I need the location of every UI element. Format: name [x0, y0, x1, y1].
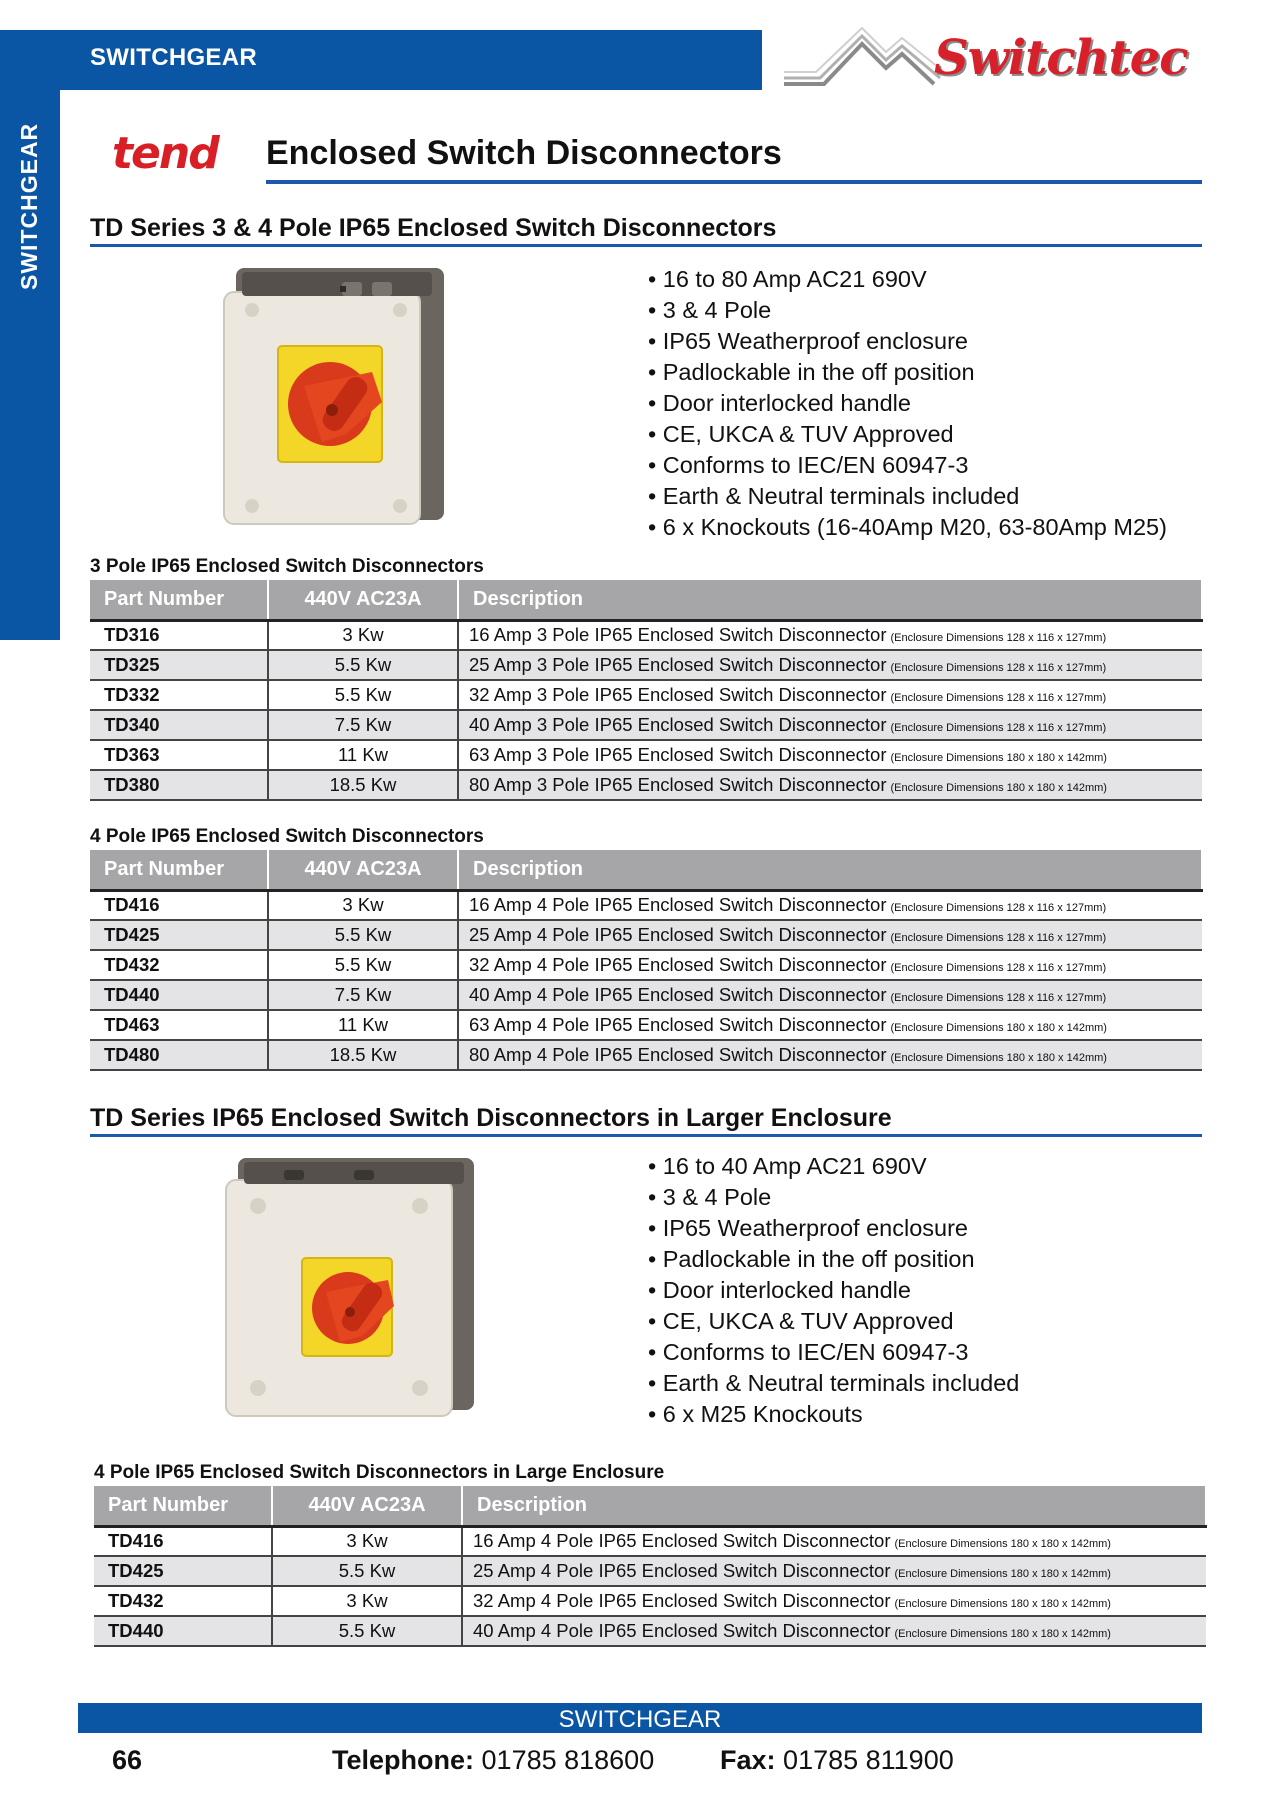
description-text: 40 Amp 4 Pole IP65 Enclosed Switch Disconnector: [473, 1620, 891, 1641]
rating-cell: 18.5 Kw: [268, 770, 458, 800]
telephone-number: 01785 818600: [481, 1745, 655, 1775]
part-number-cell: TD332: [90, 680, 268, 710]
part-number-cell: TD340: [90, 710, 268, 740]
feature-item: • CE, UKCA & TUV Approved: [648, 1308, 954, 1334]
col-part-number: Part Number: [90, 850, 268, 890]
table-row: [90, 680, 1202, 710]
section1-title: TD Series 3 & 4 Pole IP65 Enclosed Switch Disconnectors: [90, 214, 777, 242]
telephone-label: Telephone:: [332, 1745, 475, 1775]
feature-item: • 3 & 4 Pole: [648, 1184, 772, 1210]
description-text: 40 Amp 3 Pole IP65 Enclosed Switch Disconnector: [469, 714, 887, 735]
enclosure-product-image: [222, 262, 452, 534]
feature-item: • 6 x Knockouts (16-40Amp M20, 63-80Amp M25): [648, 514, 1167, 540]
table-4pole: [90, 850, 1203, 1071]
table-row: [90, 890, 1202, 920]
col-rating: 440V AC23A: [272, 1486, 462, 1526]
description-cell: [462, 1586, 1206, 1616]
section2-divider: [90, 1134, 1202, 1137]
switchtec-logo: [784, 26, 1188, 98]
part-number-cell: TD440: [94, 1616, 272, 1646]
table-row: [94, 1556, 1206, 1586]
description-text: 16 Amp 4 Pole IP65 Enclosed Switch Disconnector: [473, 1530, 891, 1552]
part-number-cell: TD425: [94, 1556, 272, 1586]
feature-item: • Padlockable in the off position: [648, 1246, 975, 1272]
col-part-number: Part Number: [94, 1486, 272, 1526]
part-number-cell: TD480: [90, 1040, 268, 1070]
col-rating: 440V AC23A: [268, 850, 458, 890]
table-row: [90, 950, 1202, 980]
rating-cell: 5.5 Kw: [272, 1616, 462, 1646]
feature-item: • 3 & 4 Pole: [648, 297, 772, 323]
feature-item: • Earth & Neutral terminals included: [648, 1370, 1020, 1396]
description-text: 40 Amp 4 Pole IP65 Enclosed Switch Disconnector: [469, 984, 887, 1005]
feature-item: • Earth & Neutral terminals included: [648, 483, 1020, 509]
table-3pole: [90, 580, 1203, 801]
table-row: [90, 1010, 1202, 1040]
description-text: 32 Amp 4 Pole IP65 Enclosed Switch Disconnector: [473, 1590, 891, 1611]
table-4pole-caption: 4 Pole IP65 Enclosed Switch Disconnectors: [90, 826, 484, 847]
part-number-cell: TD440: [90, 980, 268, 1010]
col-part-number: Part Number: [90, 580, 268, 620]
enclosure-dimensions: (Enclosure Dimensions 180 x 180 x 142mm): [890, 752, 1107, 764]
table-row: [90, 770, 1202, 800]
section1-divider: [90, 244, 1202, 247]
section-label: SWITCHGEAR: [90, 44, 257, 71]
description-cell: [462, 1556, 1206, 1586]
table-row: [94, 1586, 1206, 1616]
description-cell: [458, 710, 1202, 740]
col-description: Description: [462, 1486, 1206, 1526]
description-cell: [458, 1010, 1202, 1040]
description-cell: [458, 650, 1202, 680]
table-row: [90, 1040, 1202, 1070]
rating-cell: 11 Kw: [268, 740, 458, 770]
enclosure-dimensions: (Enclosure Dimensions 180 x 180 x 142mm): [894, 1598, 1111, 1610]
part-number-cell: TD463: [90, 1010, 268, 1040]
description-text: 80 Amp 4 Pole IP65 Enclosed Switch Disconnector: [469, 1044, 887, 1065]
description-text: 25 Amp 4 Pole IP65 Enclosed Switch Disconnector: [469, 924, 887, 945]
rating-cell: 5.5 Kw: [268, 950, 458, 980]
page-title: Enclosed Switch Disconnectors: [266, 134, 782, 172]
feature-item: • IP65 Weatherproof enclosure: [648, 1215, 969, 1241]
side-section-label: SWITCHGEAR: [16, 122, 42, 290]
section2-feature-list: [648, 1151, 1019, 1430]
part-number-cell: TD325: [90, 650, 268, 680]
table-large-caption: 4 Pole IP65 Enclosed Switch Disconnectors in Large Enclosure: [94, 1462, 665, 1483]
part-number-cell: TD432: [90, 950, 268, 980]
description-text: 80 Amp 3 Pole IP65 Enclosed Switch Disconnector: [469, 774, 887, 795]
description-cell: [458, 1040, 1202, 1070]
title-divider: [266, 180, 1202, 184]
large-enclosure-product-image: [224, 1152, 480, 1424]
enclosure-dimensions: (Enclosure Dimensions 180 x 180 x 142mm): [894, 1568, 1111, 1580]
feature-item: • Conforms to IEC/EN 60947-3: [648, 452, 969, 478]
part-number-cell: TD432: [94, 1586, 272, 1616]
rating-cell: 3 Kw: [272, 1586, 462, 1616]
part-number-cell: TD380: [90, 770, 268, 800]
part-number-cell: TD316: [90, 620, 268, 650]
section2-title: TD Series IP65 Enclosed Switch Disconnectors in Larger Enclosure: [90, 1104, 892, 1132]
description-cell: [462, 1526, 1206, 1556]
col-description: Description: [458, 580, 1202, 620]
table-3pole-caption: 3 Pole IP65 Enclosed Switch Disconnectors: [90, 556, 484, 577]
enclosure-dimensions: (Enclosure Dimensions 180 x 180 x 142mm): [890, 1022, 1107, 1034]
description-cell: [458, 890, 1202, 920]
table-row: [90, 740, 1202, 770]
enclosure-dimensions: (Enclosure Dimensions 180 x 180 x 142mm): [890, 782, 1107, 794]
enclosure-dimensions: (Enclosure Dimensions 180 x 180 x 142mm): [894, 1538, 1111, 1551]
description-cell: [462, 1616, 1206, 1646]
description-cell: [458, 770, 1202, 800]
feature-item: • Padlockable in the off position: [648, 359, 975, 385]
description-cell: [458, 620, 1202, 650]
description-text: 32 Amp 3 Pole IP65 Enclosed Switch Disconnector: [469, 684, 887, 705]
table-large-enclosure: [94, 1486, 1207, 1647]
table-header-row: [94, 1486, 1206, 1526]
rating-cell: 11 Kw: [268, 1010, 458, 1040]
table-header-row: [90, 850, 1202, 890]
enclosure-dimensions: (Enclosure Dimensions 128 x 116 x 127mm): [890, 692, 1107, 704]
description-text: 63 Amp 3 Pole IP65 Enclosed Switch Disconnector: [469, 744, 887, 765]
description-cell: [458, 920, 1202, 950]
tend-brand-logo: tend: [112, 128, 218, 179]
feature-item: • 16 to 80 Amp AC21 690V: [648, 266, 927, 292]
feature-item: • Conforms to IEC/EN 60947-3: [648, 1339, 969, 1365]
table-row: [90, 620, 1202, 650]
part-number-cell: TD416: [94, 1526, 272, 1556]
logo-text: Switchtec: [934, 30, 1188, 86]
rating-cell: 3 Kw: [268, 620, 458, 650]
table-row: [90, 710, 1202, 740]
description-cell: [458, 980, 1202, 1010]
feature-item: • 16 to 40 Amp AC21 690V: [648, 1153, 927, 1179]
telephone-contact: [332, 1745, 654, 1776]
rating-cell: 7.5 Kw: [268, 710, 458, 740]
footer-section-label: SWITCHGEAR: [558, 1706, 722, 1733]
description-text: 32 Amp 4 Pole IP65 Enclosed Switch Disconnector: [469, 954, 887, 975]
description-cell: [458, 950, 1202, 980]
description-cell: [458, 680, 1202, 710]
table-row: [90, 980, 1202, 1010]
rating-cell: 3 Kw: [268, 890, 458, 920]
side-banner: [0, 30, 60, 640]
part-number-cell: TD416: [90, 890, 268, 920]
description-text: 25 Amp 3 Pole IP65 Enclosed Switch Disconnector: [469, 654, 887, 675]
feature-item: • CE, UKCA & TUV Approved: [648, 421, 954, 447]
feature-item: • Door interlocked handle: [648, 1277, 911, 1303]
mountain-logo-mark: [784, 26, 944, 96]
rating-cell: 7.5 Kw: [268, 980, 458, 1010]
table-row: [94, 1616, 1206, 1646]
part-number-cell: TD425: [90, 920, 268, 950]
enclosure-dimensions: (Enclosure Dimensions 128 x 116 x 127mm): [890, 902, 1107, 915]
rating-cell: 18.5 Kw: [268, 1040, 458, 1070]
section1-feature-list: [648, 264, 1167, 543]
enclosure-dimensions: (Enclosure Dimensions 180 x 180 x 142mm): [890, 1052, 1107, 1064]
enclosure-dimensions: (Enclosure Dimensions 128 x 116 x 127mm): [890, 722, 1107, 734]
description-cell: [458, 740, 1202, 770]
table-row: [90, 920, 1202, 950]
table-header-row: [90, 580, 1202, 620]
description-text: 25 Amp 4 Pole IP65 Enclosed Switch Disconnector: [473, 1560, 891, 1581]
enclosure-dimensions: (Enclosure Dimensions 128 x 116 x 127mm): [890, 992, 1107, 1004]
table-row: [90, 650, 1202, 680]
description-text: 16 Amp 4 Pole IP65 Enclosed Switch Disconnector: [469, 894, 887, 916]
col-rating: 440V AC23A: [268, 580, 458, 620]
footer-banner: [78, 1703, 1202, 1733]
fax-number: 01785 811900: [783, 1745, 954, 1775]
table-row: [94, 1526, 1206, 1556]
description-text: 63 Amp 4 Pole IP65 Enclosed Switch Disconnector: [469, 1014, 887, 1035]
enclosure-dimensions: (Enclosure Dimensions 180 x 180 x 142mm): [894, 1628, 1111, 1640]
rating-cell: 3 Kw: [272, 1526, 462, 1556]
fax-contact: [720, 1745, 954, 1776]
top-banner: [0, 30, 762, 90]
feature-item: • Door interlocked handle: [648, 390, 911, 416]
enclosure-dimensions: (Enclosure Dimensions 128 x 116 x 127mm): [890, 962, 1107, 974]
rating-cell: 5.5 Kw: [268, 680, 458, 710]
rating-cell: 5.5 Kw: [268, 920, 458, 950]
feature-item: • 6 x M25 Knockouts: [648, 1401, 863, 1427]
enclosure-dimensions: (Enclosure Dimensions 128 x 116 x 127mm): [890, 662, 1107, 674]
fax-label: Fax:: [720, 1745, 776, 1775]
part-number-cell: TD363: [90, 740, 268, 770]
rating-cell: 5.5 Kw: [268, 650, 458, 680]
description-text: 16 Amp 3 Pole IP65 Enclosed Switch Disconnector: [469, 624, 887, 646]
rating-cell: 5.5 Kw: [272, 1556, 462, 1586]
page-number: 66: [112, 1745, 143, 1775]
feature-item: • IP65 Weatherproof enclosure: [648, 328, 969, 354]
enclosure-dimensions: (Enclosure Dimensions 128 x 116 x 127mm): [890, 632, 1107, 645]
enclosure-dimensions: (Enclosure Dimensions 128 x 116 x 127mm): [890, 932, 1107, 944]
col-description: Description: [458, 850, 1202, 890]
